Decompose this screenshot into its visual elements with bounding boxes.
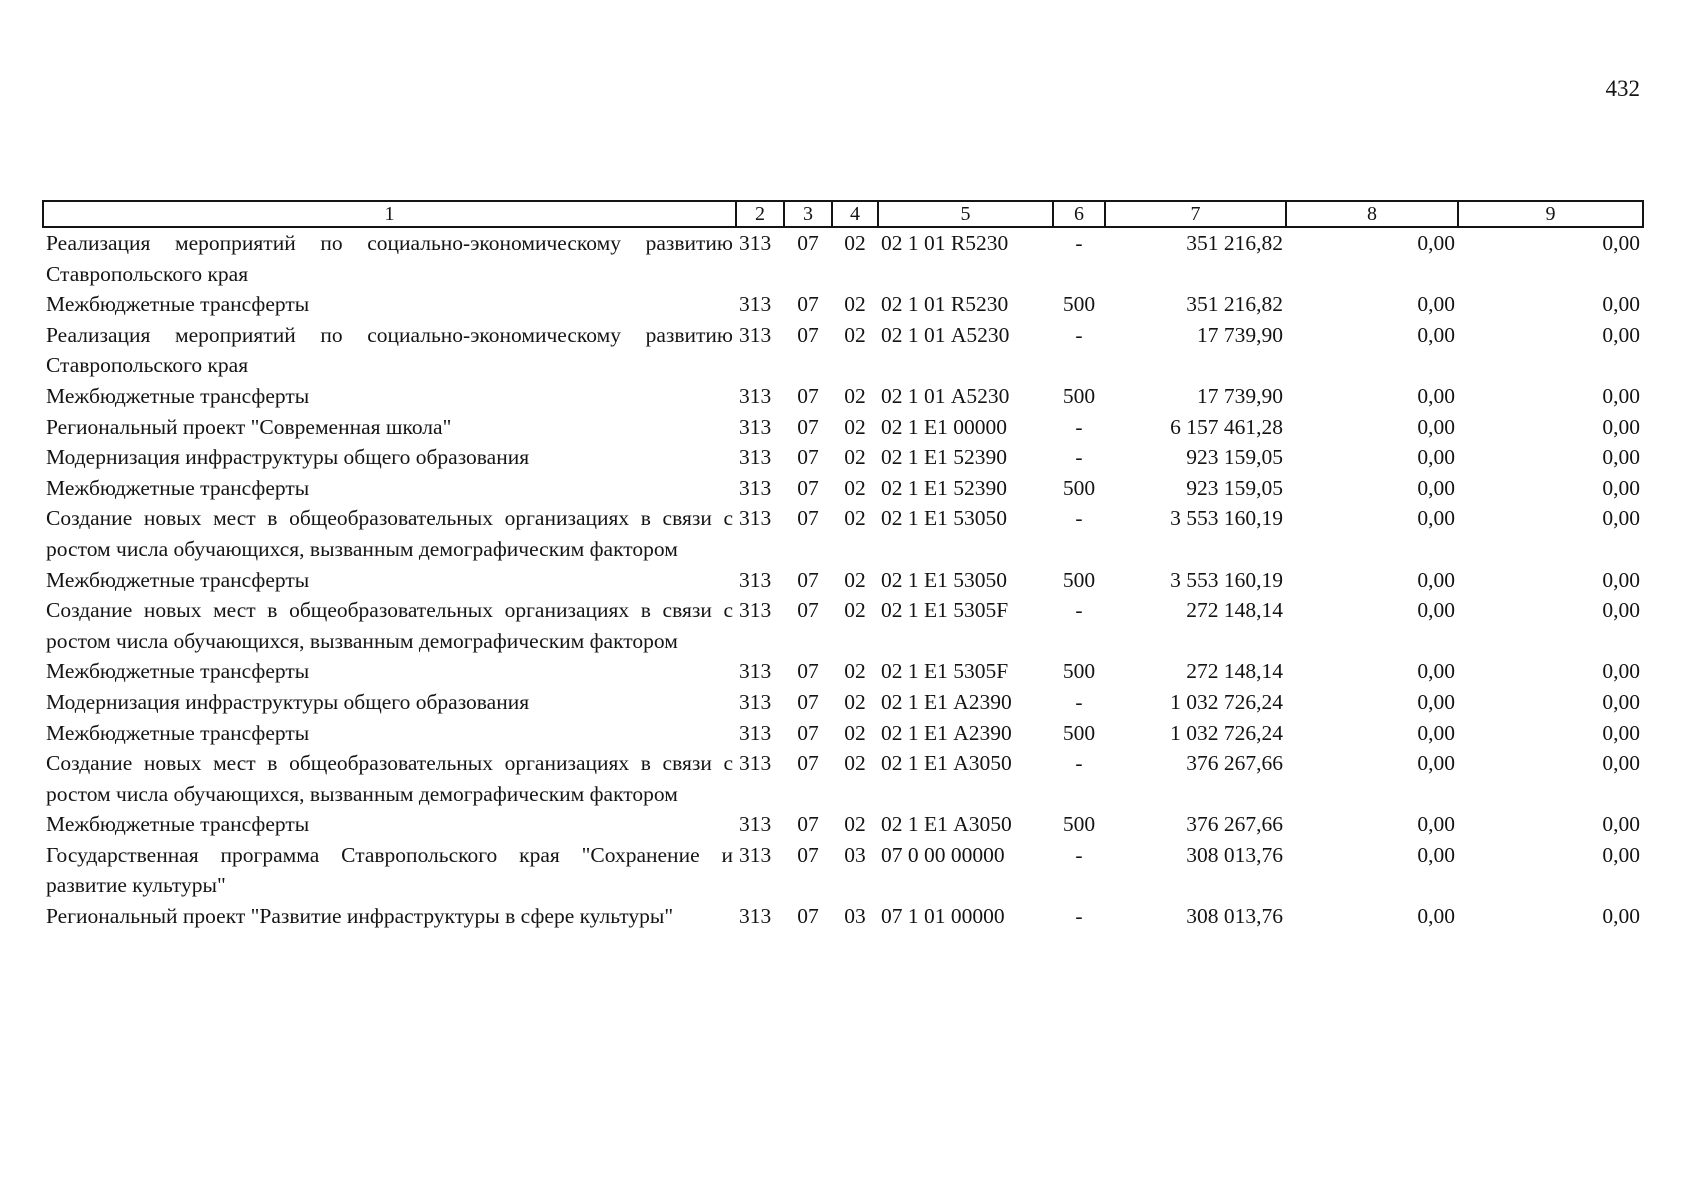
section-code-cell: 07 <box>797 598 819 623</box>
ministry-code-cell: 313 <box>739 598 772 623</box>
amount-col7-cell: 376 267,66 <box>1186 751 1283 776</box>
subsection-code-cell: 02 <box>844 231 866 255</box>
section-code-cell: 07 <box>797 322 819 347</box>
amount-col8-cell: 0,00 <box>1417 751 1455 776</box>
target-article-cell: 02 1 E1 52390 <box>881 445 1008 470</box>
target-article-cell: 02 1 E1 А2390 <box>881 689 1012 714</box>
row-name-cell: Региональный проект "Современная школа" <box>46 414 452 439</box>
column-header: 4 <box>832 201 878 227</box>
ministry-code-cell: 313 <box>739 292 772 317</box>
subsection-code-cell: 02 <box>844 567 866 592</box>
expense-type-cell: 500 <box>1062 567 1096 592</box>
amount-col9-cell: 0,00 <box>1602 598 1640 623</box>
column-header: 6 <box>1053 201 1105 227</box>
section-code-cell: 07 <box>797 659 819 684</box>
row-name-cell: Межбюджетные трансферты <box>46 720 310 745</box>
amount-col8-cell: 0,00 <box>1417 689 1455 714</box>
expense-type-cell: 500 <box>1062 720 1096 745</box>
section-code-cell: 07 <box>797 751 819 776</box>
amount-col7-cell: 351 216,82 <box>1186 231 1283 255</box>
target-article-cell: 02 1 E1 5305F <box>881 659 1009 684</box>
amount-col8-cell: 0,00 <box>1417 383 1455 408</box>
expense-type-cell: - <box>1075 689 1083 714</box>
subsection-code-cell: 02 <box>844 689 866 714</box>
ministry-code-cell: 313 <box>739 689 772 714</box>
amount-col8-cell: 0,00 <box>1417 659 1455 684</box>
amount-col9-cell: 0,00 <box>1602 414 1640 439</box>
row-name-cell: Модернизация инфраструктуры общего образования <box>46 689 530 714</box>
row-name-cell: Региональный проект "Развитие инфраструктуры в сфере культуры" <box>46 904 674 929</box>
table-row <box>43 381 1643 412</box>
amount-col7-cell: 17 739,90 <box>1197 322 1283 347</box>
row-name-cell: Межбюджетные трансферты <box>46 292 310 317</box>
amount-col8-cell: 0,00 <box>1417 598 1455 623</box>
column-header: 5 <box>878 201 1053 227</box>
expense-type-cell: 500 <box>1062 383 1096 408</box>
ministry-code-cell: 313 <box>739 506 772 531</box>
expense-type-cell: - <box>1075 231 1083 255</box>
target-article-cell: 02 1 01 R5230 <box>881 231 1009 255</box>
table-row <box>43 320 1643 381</box>
page-number: 432 <box>1605 76 1640 101</box>
table-row <box>43 748 1643 809</box>
target-article-cell: 02 1 E1 А3050 <box>881 751 1012 776</box>
table-row <box>43 412 1643 443</box>
subsection-code-cell: 02 <box>844 659 866 684</box>
subsection-code-cell: 03 <box>844 842 866 867</box>
ministry-code-cell: 313 <box>739 231 772 255</box>
ministry-code-cell: 313 <box>739 383 772 408</box>
row-name-cell: Межбюджетные трансферты <box>46 567 310 592</box>
amount-col7-cell: 272 148,14 <box>1186 598 1283 623</box>
amount-col7-cell: 17 739,90 <box>1197 383 1283 408</box>
column-header: 3 <box>784 201 832 227</box>
row-name-cell: Создание новых мест в общеобразовательных организациях в связи с ростом числа обучающихся, вызванным демографическим фактором <box>46 751 733 806</box>
table-row <box>43 840 1643 901</box>
section-code-cell: 07 <box>797 292 819 317</box>
row-name-cell: Создание новых мест в общеобразовательных организациях в связи с ростом числа обучающихся, вызванным демографическим фактором <box>46 598 733 653</box>
amount-col9-cell: 0,00 <box>1602 567 1640 592</box>
row-name-cell: Межбюджетные трансферты <box>46 475 310 500</box>
amount-col7-cell: 923 159,05 <box>1186 475 1283 500</box>
amount-col8-cell: 0,00 <box>1417 567 1455 592</box>
amount-col9-cell: 0,00 <box>1602 383 1640 408</box>
expense-type-cell: 500 <box>1062 812 1096 837</box>
amount-col9-cell: 0,00 <box>1602 506 1640 531</box>
amount-col9-cell: 0,00 <box>1602 292 1640 317</box>
budget-table <box>42 200 1644 932</box>
table-row <box>43 718 1643 749</box>
amount-col7-cell: 3 553 160,19 <box>1170 567 1283 592</box>
amount-col9-cell: 0,00 <box>1602 475 1640 500</box>
expense-type-cell: 500 <box>1062 475 1096 500</box>
ministry-code-cell: 313 <box>739 812 772 837</box>
ministry-code-cell: 313 <box>739 322 772 347</box>
subsection-code-cell: 02 <box>844 506 866 531</box>
amount-col9-cell: 0,00 <box>1602 720 1640 745</box>
table-row <box>43 565 1643 596</box>
subsection-code-cell: 02 <box>844 445 866 470</box>
table-body <box>43 227 1643 932</box>
section-code-cell: 07 <box>797 567 819 592</box>
expense-type-cell: - <box>1075 598 1083 623</box>
amount-col8-cell: 0,00 <box>1417 812 1455 837</box>
section-code-cell: 07 <box>797 506 819 531</box>
ministry-code-cell: 313 <box>739 445 772 470</box>
section-code-cell: 07 <box>797 414 819 439</box>
table-row <box>43 687 1643 718</box>
ministry-code-cell: 313 <box>739 904 772 929</box>
amount-col8-cell: 0,00 <box>1417 292 1455 317</box>
ministry-code-cell: 313 <box>739 659 772 684</box>
section-code-cell: 07 <box>797 383 819 408</box>
subsection-code-cell: 02 <box>844 812 866 837</box>
amount-col9-cell: 0,00 <box>1602 689 1640 714</box>
target-article-cell: 07 1 01 00000 <box>881 904 1005 929</box>
amount-col8-cell: 0,00 <box>1417 414 1455 439</box>
table-row <box>43 656 1643 687</box>
subsection-code-cell: 02 <box>844 598 866 623</box>
subsection-code-cell: 02 <box>844 751 866 776</box>
row-name-cell: Реализация мероприятий по социально-экономическому развитию Ставропольского края <box>46 231 733 286</box>
expense-type-cell: - <box>1075 322 1083 347</box>
subsection-code-cell: 02 <box>844 322 866 347</box>
amount-col9-cell: 0,00 <box>1602 904 1640 929</box>
ministry-code-cell: 313 <box>739 751 772 776</box>
section-code-cell: 07 <box>797 720 819 745</box>
table-row <box>43 901 1643 932</box>
target-article-cell: 07 0 00 00000 <box>881 842 1005 867</box>
target-article-cell: 02 1 E1 52390 <box>881 475 1008 500</box>
target-article-cell: 02 1 E1 53050 <box>881 567 1008 592</box>
ministry-code-cell: 313 <box>739 475 772 500</box>
expense-type-cell: 500 <box>1062 292 1096 317</box>
row-name-cell: Реализация мероприятий по социально-экономическому развитию Ставропольского края <box>46 322 733 378</box>
amount-col8-cell: 0,00 <box>1417 231 1455 255</box>
target-article-cell: 02 1 01 А5230 <box>881 383 1010 408</box>
ministry-code-cell: 313 <box>739 567 772 592</box>
subsection-code-cell: 02 <box>844 414 866 439</box>
amount-col8-cell: 0,00 <box>1417 322 1455 347</box>
amount-col9-cell: 0,00 <box>1602 445 1640 470</box>
amount-col9-cell: 0,00 <box>1602 659 1640 684</box>
table-row <box>43 809 1643 840</box>
target-article-cell: 02 1 E1 5305F <box>881 598 1009 623</box>
expense-type-cell: - <box>1075 414 1083 439</box>
row-name-cell: Создание новых мест в общеобразовательных организациях в связи с ростом числа обучающихся, вызванным демографическим фактором <box>46 506 733 561</box>
amount-col8-cell: 0,00 <box>1417 720 1455 745</box>
section-code-cell: 07 <box>797 231 819 255</box>
amount-col8-cell: 0,00 <box>1417 506 1455 531</box>
expense-type-cell: - <box>1075 506 1083 531</box>
column-header: 1 <box>43 201 736 227</box>
row-name-cell: Модернизация инфраструктуры общего образования <box>46 445 530 470</box>
row-name-cell: Государственная программа Ставропольского края "Сохранение и развитие культуры" <box>46 842 733 898</box>
amount-col8-cell: 0,00 <box>1417 904 1455 929</box>
subsection-code-cell: 02 <box>844 720 866 745</box>
subsection-code-cell: 03 <box>844 904 866 929</box>
table-row <box>43 289 1643 320</box>
section-code-cell: 07 <box>797 812 819 837</box>
target-article-cell: 02 1 E1 00000 <box>881 414 1008 439</box>
table-row <box>43 442 1643 473</box>
amount-col9-cell: 0,00 <box>1602 231 1640 255</box>
target-article-cell: 02 1 E1 53050 <box>881 506 1008 531</box>
subsection-code-cell: 02 <box>844 475 866 500</box>
amount-col7-cell: 376 267,66 <box>1186 812 1283 837</box>
amount-col9-cell: 0,00 <box>1602 842 1640 867</box>
target-article-cell: 02 1 E1 А3050 <box>881 812 1012 837</box>
expense-type-cell: - <box>1075 751 1083 776</box>
target-article-cell: 02 1 E1 А2390 <box>881 720 1012 745</box>
expense-type-cell: - <box>1075 904 1083 929</box>
amount-col7-cell: 308 013,76 <box>1186 904 1283 929</box>
amount-col7-cell: 351 216,82 <box>1186 292 1283 317</box>
amount-col9-cell: 0,00 <box>1602 322 1640 347</box>
amount-col9-cell: 0,00 <box>1602 812 1640 837</box>
ministry-code-cell: 313 <box>739 842 772 867</box>
amount-col8-cell: 0,00 <box>1417 475 1455 500</box>
expense-type-cell: 500 <box>1062 659 1096 684</box>
table-row <box>43 503 1643 564</box>
amount-col8-cell: 0,00 <box>1417 842 1455 867</box>
table-header-row <box>43 201 1643 227</box>
subsection-code-cell: 02 <box>844 383 866 408</box>
row-name-cell: Межбюджетные трансферты <box>46 659 310 684</box>
table-row <box>43 595 1643 656</box>
row-name-cell: Межбюджетные трансферты <box>46 383 310 408</box>
target-article-cell: 02 1 01 А5230 <box>881 322 1010 347</box>
amount-col7-cell: 272 148,14 <box>1186 659 1283 684</box>
table-row <box>43 473 1643 504</box>
amount-col8-cell: 0,00 <box>1417 445 1455 470</box>
amount-col9-cell: 0,00 <box>1602 751 1640 776</box>
section-code-cell: 07 <box>797 475 819 500</box>
amount-col7-cell: 3 553 160,19 <box>1170 506 1283 531</box>
section-code-cell: 07 <box>797 689 819 714</box>
amount-col7-cell: 1 032 726,24 <box>1170 720 1283 745</box>
column-header: 8 <box>1286 201 1458 227</box>
column-header: 2 <box>736 201 784 227</box>
ministry-code-cell: 313 <box>739 414 772 439</box>
subsection-code-cell: 02 <box>844 292 866 317</box>
section-code-cell: 07 <box>797 842 819 867</box>
section-code-cell: 07 <box>797 904 819 929</box>
row-name-cell: Межбюджетные трансферты <box>46 812 310 837</box>
ministry-code-cell: 313 <box>739 720 772 745</box>
section-code-cell: 07 <box>797 445 819 470</box>
column-header: 7 <box>1105 201 1286 227</box>
column-header: 9 <box>1458 201 1643 227</box>
amount-col7-cell: 6 157 461,28 <box>1170 414 1283 439</box>
table-row <box>43 227 1643 289</box>
expense-type-cell: - <box>1075 445 1083 470</box>
amount-col7-cell: 308 013,76 <box>1186 842 1283 867</box>
expense-type-cell: - <box>1075 842 1083 867</box>
amount-col7-cell: 1 032 726,24 <box>1170 689 1283 714</box>
target-article-cell: 02 1 01 R5230 <box>881 292 1009 317</box>
amount-col7-cell: 923 159,05 <box>1186 445 1283 470</box>
